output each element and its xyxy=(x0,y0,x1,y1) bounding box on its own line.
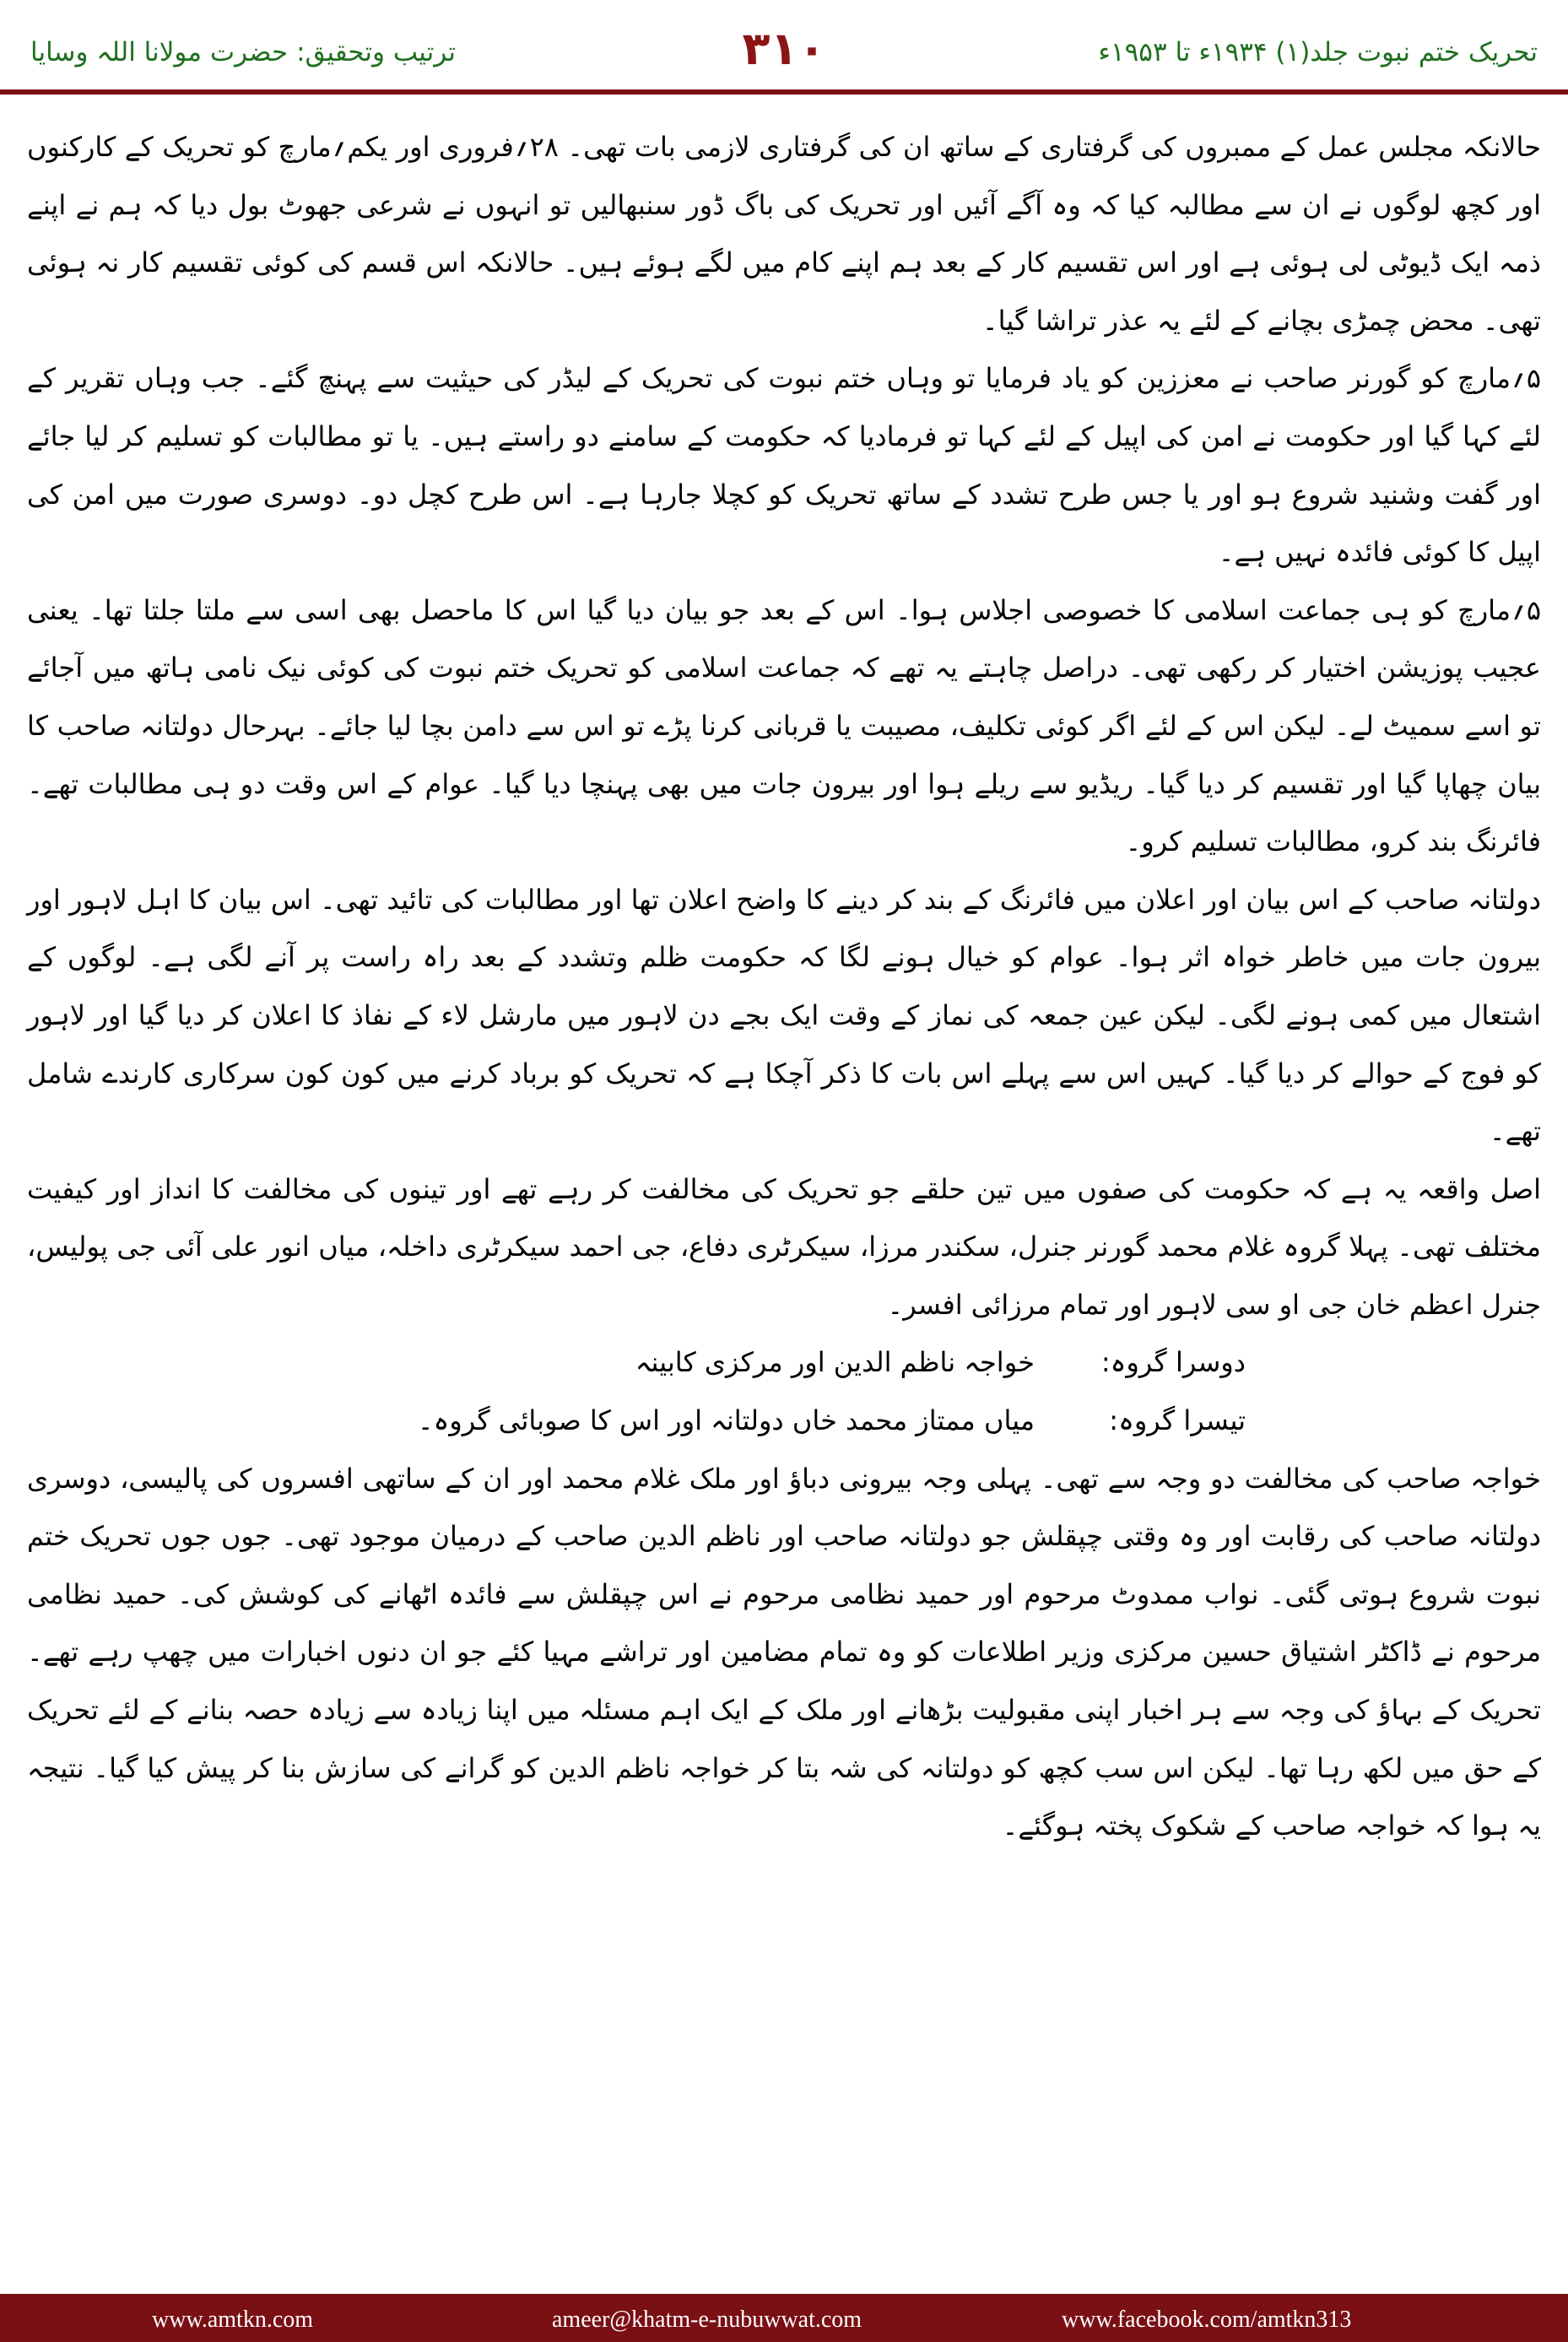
paragraph: ۵؍مارچ کو ہی جماعت اسلامی کا خصوصی اجلاس ہوا۔ اس کے بعد جو بیان دیا گیا اس کا ماحصل بھی اسی سے ملتا جلتا تھا۔ یعنی عجیب پوزیشن اختیار کر رکھی تھی۔ دراصل چاہتے یہ تھے کہ جماعت اسلامی کو تحریک ختم نبوت کی کوئی نیک نامی ہاتھ میں آجائے تو اسے سمیٹ لے۔ لیکن اس کے لئے اگر کوئی تکلیف، مصیبت یا قربانی کرنا پڑے تو اس سے دامن بچا لیا جائے۔ بہرحال دولتانہ صاحب کا بیان چھاپا گیا اور تقسیم کر دیا گیا۔ ریڈیو سے ریلے ہوا اور بیرون جات میں بھی پہنچا دیا گیا۔ عوام کے اس وقت دو ہی مطالبات تھے۔ فائرنگ بند کرو، مطالبات تسلیم کرو۔ xyxy=(27,593,1542,858)
paragraph: اصل واقعہ یہ ہے کہ حکومت کی صفوں میں تین حلقے جو تحریک کی مخالفت کر رہے تھے اور تینوں کی مخالفت کا انداز اور کیفیت مختلف تھی۔ پہلا گروہ غلام محمد گورنر جنرل، سکندر مرزا، سیکرٹری دفاع، جی احمد سیکرٹری داخلہ، میاں انور علی آئی جی پولیس، جنرل اعظم خان جی او سی لاہور اور تمام مرزائی افسر۔ xyxy=(27,1172,1542,1321)
footer-facebook-link[interactable]: www.facebook.com/amtkn313 xyxy=(1062,2307,1352,2333)
group-row xyxy=(27,1333,1541,1392)
header-compiler: ترتیب وتحقیق: حضرت مولانا اللہ وسایا xyxy=(30,37,457,68)
group-value: میاں ممتاز محمد خاں دولتانہ اور اس کا صوبائی گروہ۔ xyxy=(417,1404,1035,1437)
paragraph: دولتانہ صاحب کے اس بیان اور اعلان میں فائرنگ کے بند کر دینے کا واضح اعلان تھا اور مطالبات کی تائید تھی۔ اس بیان کا اہل لاہور اور بیرون جات میں خاطر خواہ اثر ہوا۔ عوام کو خیال ہونے لگا کہ حکومت ظلم وتشدد کے بعد راہ راست پر آنے لگی ہے۔ لوگوں کے اشتعال میں کمی ہونے لگی۔ لیکن عین جمعہ کی نماز کے وقت ایک بجے دن لاہور میں مارشل لاء کے نفاذ کا اعلان کر دیا گیا اور لاہور کو فوج کے حوالے کر دیا گیا۔ کہیں اس سے پہلے اس بات کا ذکر آچکا ہے کہ تحریک کو برباد کرنے میں کون کون سرکاری کارندے شامل تھے۔ xyxy=(27,883,1542,1148)
paragraph: ۵؍مارچ کو گورنر صاحب نے معززین کو یاد فرمایا تو وہاں ختم نبوت کی تحریک کے لیڈر کی حیثیت سے پہنچ گئے۔ جب وہاں تقریر کے لئے کہا گیا اور حکومت نے امن کی اپیل کے لئے کہا تو فرمادیا کہ حکومت کے سامنے دو راستے ہیں۔ یا تو مطالبات کو تسلیم کر لیا جائے اور گفت وشنید شروع ہو اور یا جس طرح تشدد کے ساتھ تحریک کو کچلا جارہا ہے۔ اس طرح کچل دو۔ دوسری صورت میں امن کی اپیل کا کوئی فائدہ نہیں ہے۔ xyxy=(27,362,1542,569)
group-label: تیسرا گروہ: xyxy=(1109,1404,1246,1437)
group-value: خواجہ ناظم الدین اور مرکزی کابینہ xyxy=(635,1346,1035,1379)
paragraph: حالانکہ مجلس عمل کے ممبروں کی گرفتاری کے ساتھ ان کی گرفتاری لازمی بات تھی۔ ۲۸؍فروری اور یکم؍مارچ کو تحریک کے کارکنوں اور کچھ لوگوں نے ان سے مطالبہ کیا کہ وہ آگے آئیں اور تحریک کی باگ ڈور سنبھالیں تو انہوں نے شرعی جھوٹ بول دیا کہ ہم نے اپنے ذمہ ایک ڈیوٹی لی ہوئی ہے اور اس تقسیم کار کے بعد ہم اپنے کام میں لگے ہوئے ہیں۔ حالانکہ اس قسم کی کوئی تقسیم کار نہ ہوئی تھی۔ محض چمڑی بچانے کے لئے یہ عذر تراشا گیا۔ xyxy=(27,131,1542,337)
page-number: ۳۱۰ xyxy=(742,22,826,75)
header-divider xyxy=(0,89,1568,95)
page-header xyxy=(0,0,1568,93)
closing-paragraph: خواجہ صاحب کی مخالفت دو وجہ سے تھی۔ پہلی وجہ بیرونی دباؤ اور ملک غلام محمد اور ان کے ساتھی افسروں کی پالیسی، دوسری دولتانہ صاحب کی رقابت اور وہ وقتی چپقلش جو دولتانہ صاحب اور ناظم الدین صاحب کے درمیان موجود تھی۔ جوں جوں تحریک ختم نبوت شروع ہوتی گئی۔ نواب ممدوٹ مرحوم اور حمید نظامی مرحوم نے اس چپقلش سے فائدہ اٹھانے کی کوشش کی۔ حمید نظامی مرحوم نے ڈاکٹر اشتیاق حسین مرکزی وزیر اطلاعات کو وہ تمام مضامین اور تراشے مہیا کئے جو ان دنوں اخبارات میں چھپ رہے تھے۔ تحریک کے بہاؤ کی وجہ سے ہر اخبار اپنی مقبولیت بڑھانے اور ملک کے ایک اہم مسئلہ میں اپنا زیادہ سے زیادہ حصہ بنانے کے لئے تحریک کے حق میں لکھ رہا تھا۔ لیکن اس سب کچھ کو دولتانہ کی شہ بتا کر خواجہ ناظم الدین کو گرانے کی سازش بنا کر پیش کیا گیا۔ نتیجہ یہ ہوا کہ خواجہ صاحب کے شکوک پختہ ہوگئے۔ xyxy=(27,1462,1541,1842)
header-book-title: تحریک ختم نبوت جلد(۱) ۱۹۳۴ء تا ۱۹۵۳ء xyxy=(1098,37,1538,68)
footer-email-link[interactable]: ameer@khatm-e-nubuwwat.com xyxy=(552,2307,862,2333)
group-row xyxy=(27,1392,1541,1450)
footer-website-link[interactable]: www.amtkn.com xyxy=(152,2307,314,2333)
article-body xyxy=(27,118,1541,1855)
group-list xyxy=(27,1333,1541,1449)
group-label: دوسرا گروہ: xyxy=(1100,1346,1246,1379)
page-footer xyxy=(0,2298,1568,2342)
